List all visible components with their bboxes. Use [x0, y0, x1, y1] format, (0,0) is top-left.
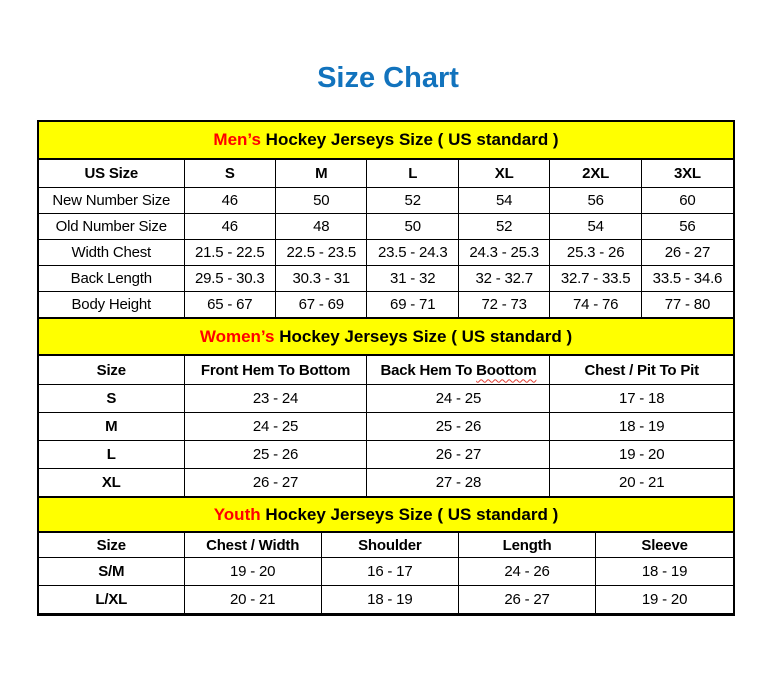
column-header: US Size: [39, 160, 184, 188]
value-cell: 17 - 18: [550, 385, 733, 413]
row-label: S/M: [39, 558, 184, 586]
column-header: Size: [39, 356, 184, 385]
value-cell: 67 - 69: [276, 292, 367, 318]
value-cell: 19 - 20: [184, 558, 321, 586]
value-cell: 46: [184, 214, 275, 240]
row-label: L: [39, 441, 184, 469]
value-cell: 32.7 - 33.5: [550, 266, 641, 292]
value-cell: 29.5 - 30.3: [184, 266, 275, 292]
value-cell: 77 - 80: [641, 292, 733, 318]
value-cell: 21.5 - 22.5: [184, 240, 275, 266]
value-cell: 54: [550, 214, 641, 240]
value-cell: 50: [276, 188, 367, 214]
column-header: L: [367, 160, 458, 188]
row-label: Back Length: [39, 266, 184, 292]
value-cell: 50: [367, 214, 458, 240]
page-title: Size Chart: [317, 62, 459, 94]
youth-size-table: [39, 532, 733, 614]
column-header: XL: [458, 160, 549, 188]
mens-size-table: [39, 159, 733, 318]
table-row: [39, 586, 733, 614]
table-row: [39, 214, 733, 240]
value-cell: 18 - 19: [596, 558, 733, 586]
row-label: New Number Size: [39, 188, 184, 214]
table-row: [39, 240, 733, 266]
row-label: S: [39, 385, 184, 413]
value-cell: 65 - 67: [184, 292, 275, 318]
row-label: XL: [39, 469, 184, 497]
value-cell: 25 - 26: [184, 441, 367, 469]
value-cell: 26 - 27: [367, 441, 550, 469]
row-label: Old Number Size: [39, 214, 184, 240]
youth-header-text: Hockey Jerseys Size ( US standard ): [260, 504, 559, 524]
value-cell: 52: [458, 214, 549, 240]
column-header: Front Hem To Bottom: [184, 356, 367, 385]
value-cell: 26 - 27: [641, 240, 733, 266]
value-cell: 24.3 - 25.3: [458, 240, 549, 266]
column-header: S: [184, 160, 275, 188]
value-cell: 74 - 76: [550, 292, 641, 318]
row-label: M: [39, 413, 184, 441]
value-cell: 46: [184, 188, 275, 214]
value-cell: 69 - 71: [367, 292, 458, 318]
value-cell: 19 - 20: [550, 441, 733, 469]
value-cell: 24 - 25: [367, 385, 550, 413]
row-label: L/XL: [39, 586, 184, 614]
value-cell: 23 - 24: [184, 385, 367, 413]
value-cell: 18 - 19: [321, 586, 458, 614]
womens-column-header-row: [39, 356, 733, 385]
value-cell: 56: [550, 188, 641, 214]
value-cell: 33.5 - 34.6: [641, 266, 733, 292]
mens-header-highlight: Men’s: [213, 130, 261, 149]
table-row: [39, 441, 733, 469]
womens-header-highlight: Women’s: [199, 326, 275, 346]
value-cell: 16 - 17: [321, 558, 458, 586]
value-cell: 48: [276, 214, 367, 240]
value-cell: 20 - 21: [184, 586, 321, 614]
column-header: Sleeve: [596, 533, 733, 558]
value-cell: 24 - 25: [184, 413, 367, 441]
value-cell: 19 - 20: [596, 586, 733, 614]
mens-header-text: Hockey Jerseys Size ( US standard ): [260, 130, 559, 149]
column-header: 3XL: [641, 160, 733, 188]
mens-column-header-row: [39, 160, 733, 188]
column-header: 2XL: [550, 160, 641, 188]
womens-size-table: [39, 355, 733, 497]
column-header: [367, 356, 550, 385]
value-cell: 30.3 - 31: [276, 266, 367, 292]
womens-header-text: Hockey Jerseys Size ( US standard ): [274, 326, 573, 346]
value-cell: 18 - 19: [550, 413, 733, 441]
column-header: Chest / Width: [184, 533, 321, 558]
table-row: [39, 558, 733, 586]
value-cell: 25.3 - 26: [550, 240, 641, 266]
column-header: Shoulder: [321, 533, 458, 558]
value-cell: 24 - 26: [458, 558, 595, 586]
value-cell: 23.5 - 24.3: [367, 240, 458, 266]
misspelled-word: Boottom: [476, 361, 537, 379]
row-label: Body Height: [39, 292, 184, 318]
value-cell: 26 - 27: [458, 586, 595, 614]
column-header: Chest / Pit To Pit: [550, 356, 733, 385]
value-cell: 54: [458, 188, 549, 214]
value-cell: 20 - 21: [550, 469, 733, 497]
column-header-text: Back Hem To: [380, 361, 477, 379]
value-cell: 32 - 32.7: [458, 266, 549, 292]
womens-section-header: [39, 318, 733, 355]
mens-section-header: [39, 122, 733, 159]
value-cell: 27 - 28: [367, 469, 550, 497]
table-row: [39, 188, 733, 214]
value-cell: 52: [367, 188, 458, 214]
table-row: [39, 413, 733, 441]
youth-header-highlight: Youth: [213, 504, 261, 524]
value-cell: 72 - 73: [458, 292, 549, 318]
column-header: Size: [39, 533, 184, 558]
table-row: [39, 266, 733, 292]
value-cell: 56: [641, 214, 733, 240]
table-row: [39, 292, 733, 318]
row-label: Width Chest: [39, 240, 184, 266]
value-cell: 25 - 26: [367, 413, 550, 441]
value-cell: 31 - 32: [367, 266, 458, 292]
column-header: M: [276, 160, 367, 188]
youth-column-header-row: [39, 533, 733, 558]
value-cell: 22.5 - 23.5: [276, 240, 367, 266]
table-row: [39, 469, 733, 497]
table-row: [39, 385, 733, 413]
value-cell: 60: [641, 188, 733, 214]
value-cell: 26 - 27: [184, 469, 367, 497]
size-chart-tables: [37, 120, 735, 616]
youth-section-header: [39, 497, 733, 532]
column-header: Length: [458, 533, 595, 558]
